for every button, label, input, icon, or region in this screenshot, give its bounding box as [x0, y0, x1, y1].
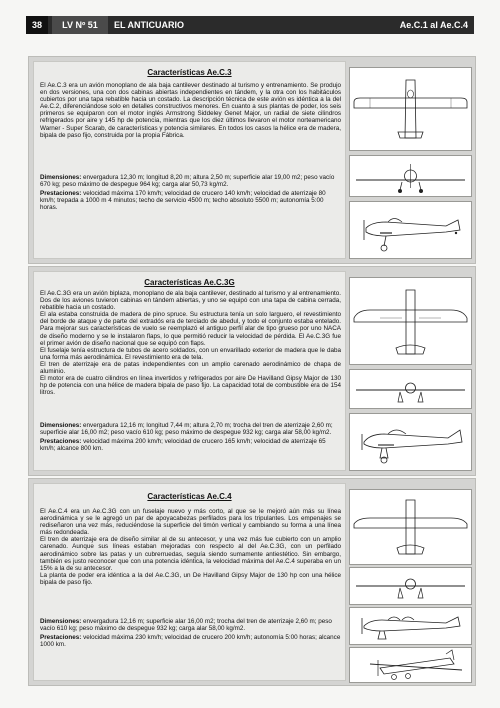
specifications	[40, 422, 341, 454]
specifications	[40, 618, 341, 650]
performance-value: velocidad máxima 200 km/h; velocidad de crucero 165 km/h; velocidad de aterrizaje 65 km/h; alcance 800 km.	[40, 438, 326, 453]
publication-issue: LV Nº 51	[52, 16, 108, 34]
aircraft-front-view-icon	[349, 155, 472, 197]
aircraft-planform-icon	[349, 67, 472, 151]
performance-text	[40, 634, 341, 648]
dimensions-value: envergadura 12,16 m; superficie alar 16,00 m2; trocha del tren de aterrizaje 2,60 m; peso vacío 610 kg; peso máximo de despegue 932 kg; carga alar 58,00 kg/m2.	[40, 618, 332, 633]
text-box	[33, 271, 346, 471]
paragraph: El tren de aterrizaje era de diseño similar al de su antecesor, y una vez más fue cubierto con un amplio carenado. Aunque sus líneas estaban mejoradas con respecto al del Ae.C.3G, con un perfilado aerodinámico sobre las patas y un cubrerruedas, seguía siendo sumamente antiestético. Sin embargo, también es justo reconocer que con una potencia idéntica, la velocidad máxima del Ae.C.4 superaba en un 15% a la de su antecesor.	[40, 536, 341, 572]
dimensions-label: Dimensiones:	[40, 618, 82, 625]
page-header	[26, 16, 474, 34]
performance-label: Prestaciones:	[40, 190, 82, 198]
dimensions-text	[40, 618, 341, 632]
dimensions-label: Dimensiones:	[40, 174, 82, 181]
paragraph: El Ae.C.3G era un avión biplaza, monoplano de ala baja cantilever, destinado al turismo y al entrenamiento. Dos de los aviones tuvieron cabinas en tándem abiertas, y uno se equipó con una tapa de cabina cerrada, rebatible hacia un costado.	[40, 290, 341, 312]
aircraft-planform-icon	[349, 489, 472, 565]
performance-text	[40, 190, 341, 211]
aircraft-side-view-icon	[349, 201, 472, 259]
dimensions-text	[40, 422, 341, 436]
paragraph: El ala estaba construida de madera de pino spruce. Su estructura tenía un solo larguero, el revestimiento del borde de ataque y de parte del extradós era de terciado de abedul, y todo el conjunto estaba entelado. Para mejorar sus características de vuelo se reemplazó el antiguo perfil alar de tipo grueso por uno NACA de diseño moderno y se le instalaron flaps, lo que permitió reducir la velocidad de pérdida. El Ae.C.3G fue el primer avión de diseño nacional que se equipó con flaps.	[40, 311, 341, 347]
paragraph: La planta de poder era idéntica a la del Ae.C.3G, un De Havilland Gipsy Major de 130 hp con una hélice bipala de paso fijo.	[40, 571, 341, 586]
dimensions-label: Dimensiones:	[40, 422, 82, 429]
panel-title: Características Ae.C.3G	[144, 278, 235, 287]
panel-aec4	[28, 478, 476, 686]
aircraft-perspective-icon	[349, 647, 472, 683]
aircraft-planform-icon	[349, 277, 472, 365]
description	[40, 508, 341, 586]
page-number: 38	[26, 16, 48, 34]
dimensions-text	[40, 174, 341, 188]
aircraft-front-view-icon	[349, 567, 472, 605]
panel-title: Características Ae.C.3	[147, 68, 232, 77]
description	[40, 82, 341, 139]
paragraph: El Ae.C.4 era un Ae.C.3G con un fuselaje nuevo y más corto, al que se le mejoró aún más su línea aerodinámica y se le agregó un par de apoyacabezas perfilados para los tripulantes. Los empenajes se rediseñaron una vez más, reduciéndose la superficie del timón vertical y cambiando su forma a una línea más redondeada.	[40, 508, 341, 537]
aircraft-side-view-icon	[349, 607, 472, 645]
dimensions-value: envergadura 12,30 m; longitud 8,20 m; altura 2,50 m; superficie alar 19,00 m2; peso vacío 670 kg; peso máximo de despegue 964 kg; carga alar 50,73 kg/m2.	[40, 174, 335, 189]
performance-label: Prestaciones:	[40, 438, 82, 446]
article-title: Ae.C.1 al Ae.C.4	[399, 20, 468, 30]
aircraft-front-view-icon	[349, 369, 472, 409]
panel-title: Características Ae.C.4	[147, 492, 232, 501]
three-view-drawings	[349, 271, 470, 471]
text-box	[33, 483, 346, 681]
paragraph: El Ae.C.3 era un avión monoplano de ala baja cantilever destinado al turismo y entrenamiento. Se produjo en dos versiones, una con dos cabinas abiertas independientes en tándem, y la otra con los habitáculos cubiertos por una tapa rebatible hacia un costado. La descripción técnica de este avión es idéntica a la del Ae.C.2, diferenciándose solo en detalles constructivos menores. En cuanto a sus plantas de poder, los seis primeros se equiparon con el motor inglés Armstrong Siddeley Genet Major, un radial de siete cilindros refrigerados por aire y 145 hp de potencia, mientras que los diez últimos llevaron el motor norteamericano Warner - Super Scarab, de características y potencia similares. En todos los casos la hélice era de madera, bipala de paso fijo, construida por la propia Fábrica.	[40, 82, 341, 139]
paragraph: El tren de aterrizaje era de patas independientes con un amplio carenado aerodinámico de chapa de aluminio.	[40, 360, 341, 376]
performance-text	[40, 438, 341, 452]
panel-aec3g	[28, 266, 476, 476]
performance-value: velocidad máxima 170 km/h; velocidad de crucero 140 km/h; velocidad de aterrizaje 80 km/h; trepada a 1000 m 4 minutos; techo de servicio 4500 m; techo absoluto 5500 m; autonomía 5:00 horas.	[40, 190, 326, 212]
performance-value: velocidad máxima 230 km/h; velocidad de crucero 200 km/h; autonomía 5:00 horas; alcance 1000 km.	[40, 634, 341, 649]
text-box	[33, 61, 346, 259]
paragraph: El fuselaje tenía estructura de tubos de acero soldados, con un envarillado exterior de madera que le daba una forma más aerodinámica. El revestimiento era de tela.	[40, 346, 341, 361]
paragraph: El motor era de cuatro cilindros en línea invertidos y refrigerados por aire De Havilland Gipsy Major de 130 hp de potencia con una hélice de madera bipala de paso fijo. La capacidad total de combustible era de 154 litros.	[40, 375, 341, 397]
section-name: EL ANTICUARIO	[114, 20, 185, 30]
specifications	[40, 174, 341, 213]
aircraft-side-view-icon	[349, 413, 472, 471]
three-view-drawings	[349, 61, 470, 259]
dimensions-value: envergadura 12,16 m; longitud 7,44 m; altura 2,70 m; trocha del tren de aterrizaje 2,60 m; superficie alar 16,00 m2; peso vacío 610 kg; peso máximo de despegue 932 kg; carga alar 58,00 kg/m2.	[40, 422, 333, 437]
three-view-drawings	[349, 483, 470, 681]
panel-aec3	[28, 56, 476, 264]
description	[40, 290, 341, 396]
performance-label: Prestaciones:	[40, 634, 82, 642]
